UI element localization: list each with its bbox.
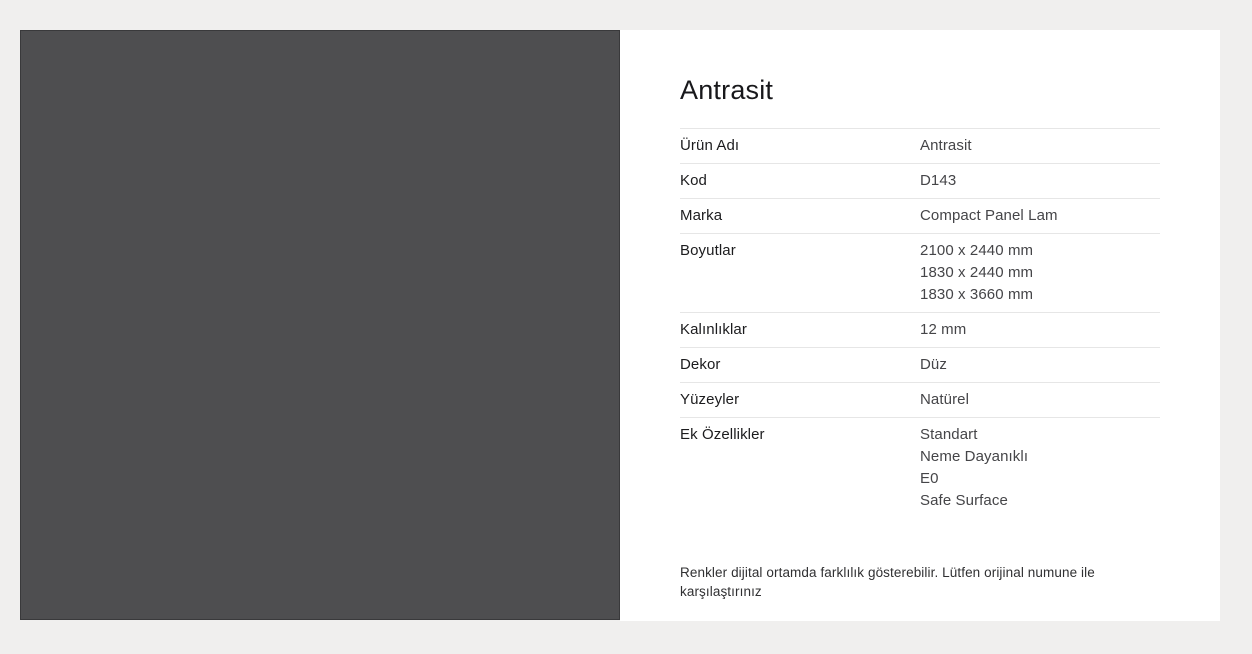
spec-label: Yüzeyler (680, 391, 740, 408)
product-color-swatch (20, 30, 620, 620)
spec-value: Düz (920, 356, 947, 373)
spec-value: Standart (920, 426, 978, 443)
spec-values (920, 240, 1160, 306)
spec-value: E0 (920, 470, 939, 487)
spec-label: Boyutlar (680, 242, 736, 259)
spec-values (920, 424, 1160, 512)
spec-value: Safe Surface (920, 492, 1008, 509)
spec-values (920, 170, 1160, 192)
spec-label: Dekor (680, 356, 721, 373)
spec-values (920, 319, 1160, 341)
spec-label: Ürün Adı (680, 137, 740, 154)
spec-row-urun-adi (680, 128, 1160, 163)
spec-values (920, 389, 1160, 411)
spec-value: Natürel (920, 391, 970, 408)
spec-value: 1830 x 2440 mm (920, 264, 1034, 281)
color-disclaimer: Renkler dijital ortamda farklılık gösterebilir. Lütfen orijinal numune ile karşılaştırınız (680, 565, 1095, 599)
spec-row-kod (680, 163, 1160, 198)
spec-value: Antrasit (920, 137, 972, 154)
spec-value: Neme Dayanıklı (920, 448, 1029, 465)
spec-row-boyutlar (680, 233, 1160, 312)
product-detail-panel (620, 30, 1220, 621)
spec-values (920, 354, 1160, 376)
spec-table (680, 128, 1160, 518)
spec-values (920, 135, 1160, 157)
spec-value: D143 (920, 172, 957, 189)
spec-row-yuzeyler (680, 382, 1160, 417)
spec-row-marka (680, 198, 1160, 233)
spec-value: Compact Panel Lam (920, 207, 1058, 224)
spec-value: 2100 x 2440 mm (920, 242, 1034, 259)
spec-label: Kod (680, 172, 707, 189)
spec-label: Kalınlıklar (680, 321, 747, 338)
spec-label: Ek Özellikler (680, 426, 765, 443)
spec-row-dekor (680, 347, 1160, 382)
spec-label: Marka (680, 207, 723, 224)
product-title: Antrasit (680, 75, 774, 105)
spec-row-kalinliklar (680, 312, 1160, 347)
spec-value: 12 mm (920, 321, 967, 338)
spec-row-ek-ozellikler (680, 417, 1160, 518)
spec-value: 1830 x 3660 mm (920, 286, 1034, 303)
spec-values (920, 205, 1160, 227)
